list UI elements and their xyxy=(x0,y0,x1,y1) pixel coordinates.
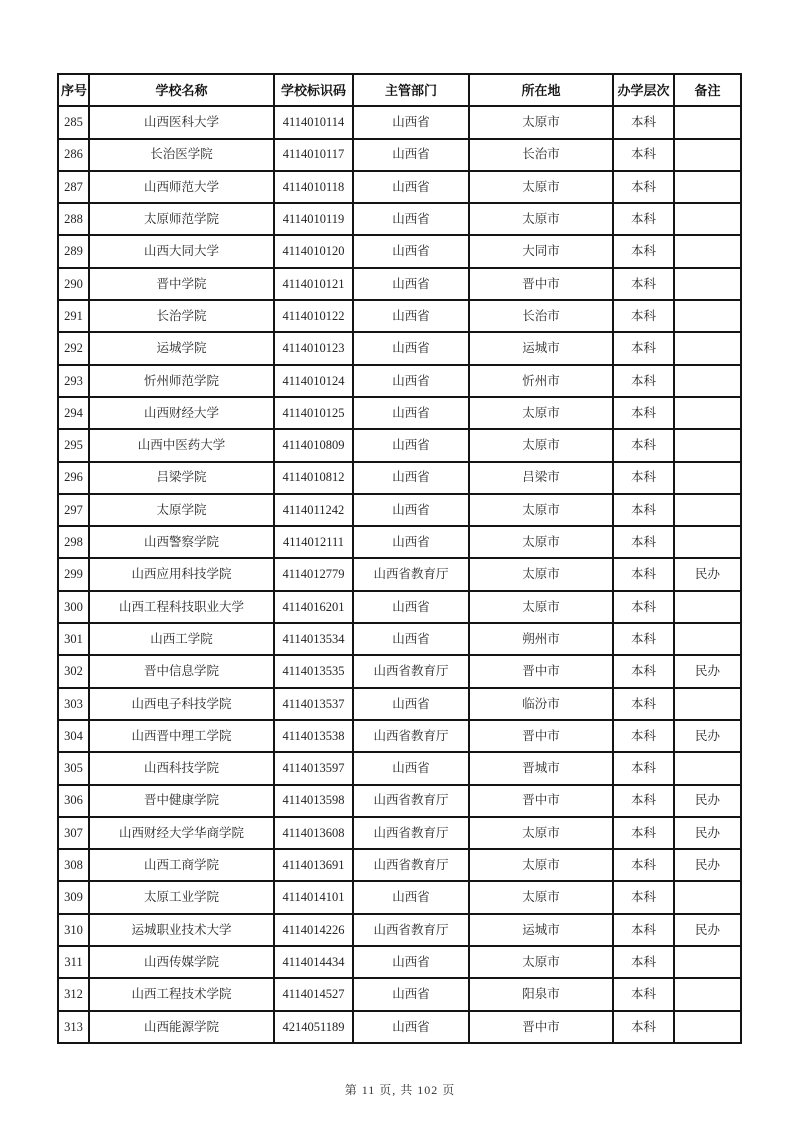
table-row xyxy=(58,462,741,494)
table-row xyxy=(58,171,741,203)
education-level-cell: 本科 xyxy=(613,139,674,171)
location-cell: 太原市 xyxy=(469,849,613,881)
location-cell: 朔州市 xyxy=(469,623,613,655)
remark-cell xyxy=(674,300,741,332)
department-cell: 山西省 xyxy=(353,688,469,720)
header-serial-number: 序号 xyxy=(58,74,89,106)
remark-cell xyxy=(674,1011,741,1043)
table-row xyxy=(58,332,741,364)
department-cell: 山西省 xyxy=(353,268,469,300)
remark-cell: 民办 xyxy=(674,558,741,590)
education-level-cell: 本科 xyxy=(613,365,674,397)
school-code-cell: 4114011242 xyxy=(274,494,353,526)
serial-number-cell: 294 xyxy=(58,397,89,429)
location-cell: 晋中市 xyxy=(469,655,613,687)
school-name-cell: 山西工程科技职业大学 xyxy=(89,591,274,623)
remark-cell xyxy=(674,623,741,655)
table-row xyxy=(58,235,741,267)
location-cell: 晋城市 xyxy=(469,752,613,784)
remark-cell xyxy=(674,688,741,720)
table-row xyxy=(58,397,741,429)
education-level-cell: 本科 xyxy=(613,655,674,687)
table-row xyxy=(58,720,741,752)
table-row xyxy=(58,817,741,849)
department-cell: 山西省 xyxy=(353,365,469,397)
school-name-cell: 吕梁学院 xyxy=(89,462,274,494)
serial-number-cell: 297 xyxy=(58,494,89,526)
remark-cell xyxy=(674,881,741,913)
header-school-code: 学校标识码 xyxy=(274,74,353,106)
location-cell: 大同市 xyxy=(469,235,613,267)
school-name-cell: 晋中学院 xyxy=(89,268,274,300)
education-level-cell: 本科 xyxy=(613,978,674,1010)
serial-number-cell: 304 xyxy=(58,720,89,752)
header-remark: 备注 xyxy=(674,74,741,106)
school-code-cell: 4114014434 xyxy=(274,946,353,978)
department-cell: 山西省教育厅 xyxy=(353,655,469,687)
school-code-cell: 4114010123 xyxy=(274,332,353,364)
location-cell: 运城市 xyxy=(469,914,613,946)
education-level-cell: 本科 xyxy=(613,591,674,623)
location-cell: 太原市 xyxy=(469,494,613,526)
table-row xyxy=(58,881,741,913)
remark-cell: 民办 xyxy=(674,655,741,687)
school-code-cell: 4114014226 xyxy=(274,914,353,946)
remark-cell xyxy=(674,171,741,203)
serial-number-cell: 302 xyxy=(58,655,89,687)
education-level-cell: 本科 xyxy=(613,462,674,494)
education-level-cell: 本科 xyxy=(613,106,674,138)
education-level-cell: 本科 xyxy=(613,526,674,558)
department-cell: 山西省 xyxy=(353,946,469,978)
school-name-cell: 山西工学院 xyxy=(89,623,274,655)
education-level-cell: 本科 xyxy=(613,429,674,461)
remark-cell: 民办 xyxy=(674,849,741,881)
table-row xyxy=(58,785,741,817)
school-name-cell: 山西医科大学 xyxy=(89,106,274,138)
serial-number-cell: 305 xyxy=(58,752,89,784)
department-cell: 山西省教育厅 xyxy=(353,817,469,849)
remark-cell: 民办 xyxy=(674,914,741,946)
education-level-cell: 本科 xyxy=(613,268,674,300)
remark-cell: 民办 xyxy=(674,785,741,817)
header-school-name: 学校名称 xyxy=(89,74,274,106)
school-name-cell: 山西工商学院 xyxy=(89,849,274,881)
education-level-cell: 本科 xyxy=(613,881,674,913)
location-cell: 忻州市 xyxy=(469,365,613,397)
education-level-cell: 本科 xyxy=(613,752,674,784)
education-level-cell: 本科 xyxy=(613,946,674,978)
location-cell: 运城市 xyxy=(469,332,613,364)
location-cell: 太原市 xyxy=(469,946,613,978)
school-name-cell: 山西应用科技学院 xyxy=(89,558,274,590)
location-cell: 吕梁市 xyxy=(469,462,613,494)
school-name-cell: 山西财经大学华商学院 xyxy=(89,817,274,849)
serial-number-cell: 312 xyxy=(58,978,89,1010)
serial-number-cell: 288 xyxy=(58,203,89,235)
department-cell: 山西省教育厅 xyxy=(353,720,469,752)
serial-number-cell: 307 xyxy=(58,817,89,849)
location-cell: 晋中市 xyxy=(469,720,613,752)
remark-cell: 民办 xyxy=(674,817,741,849)
education-level-cell: 本科 xyxy=(613,817,674,849)
school-code-cell: 4114013534 xyxy=(274,623,353,655)
school-name-cell: 山西科技学院 xyxy=(89,752,274,784)
remark-cell xyxy=(674,332,741,364)
school-code-cell: 4114013598 xyxy=(274,785,353,817)
school-code-cell: 4114012779 xyxy=(274,558,353,590)
remark-cell xyxy=(674,494,741,526)
school-code-cell: 4114014527 xyxy=(274,978,353,1010)
table-row xyxy=(58,268,741,300)
education-level-cell: 本科 xyxy=(613,171,674,203)
school-name-cell: 太原师范学院 xyxy=(89,203,274,235)
school-name-cell: 山西大同大学 xyxy=(89,235,274,267)
department-cell: 山西省 xyxy=(353,881,469,913)
table-row xyxy=(58,558,741,590)
table-row xyxy=(58,914,741,946)
school-name-cell: 山西警察学院 xyxy=(89,526,274,558)
remark-cell xyxy=(674,203,741,235)
school-code-cell: 4114013537 xyxy=(274,688,353,720)
table-row xyxy=(58,591,741,623)
education-level-cell: 本科 xyxy=(613,203,674,235)
department-cell: 山西省 xyxy=(353,106,469,138)
remark-cell xyxy=(674,365,741,397)
table-row xyxy=(58,1011,741,1043)
school-name-cell: 山西晋中理工学院 xyxy=(89,720,274,752)
school-name-cell: 运城职业技术大学 xyxy=(89,914,274,946)
school-name-cell: 山西电子科技学院 xyxy=(89,688,274,720)
table-row xyxy=(58,429,741,461)
department-cell: 山西省教育厅 xyxy=(353,849,469,881)
serial-number-cell: 309 xyxy=(58,881,89,913)
department-cell: 山西省 xyxy=(353,526,469,558)
department-cell: 山西省 xyxy=(353,139,469,171)
department-cell: 山西省 xyxy=(353,462,469,494)
department-cell: 山西省 xyxy=(353,591,469,623)
serial-number-cell: 295 xyxy=(58,429,89,461)
education-level-cell: 本科 xyxy=(613,494,674,526)
department-cell: 山西省 xyxy=(353,623,469,655)
school-code-cell: 4114010125 xyxy=(274,397,353,429)
location-cell: 太原市 xyxy=(469,106,613,138)
serial-number-cell: 291 xyxy=(58,300,89,332)
school-code-cell: 4114010122 xyxy=(274,300,353,332)
school-name-cell: 山西传媒学院 xyxy=(89,946,274,978)
serial-number-cell: 289 xyxy=(58,235,89,267)
serial-number-cell: 308 xyxy=(58,849,89,881)
table-row xyxy=(58,946,741,978)
school-name-cell: 太原学院 xyxy=(89,494,274,526)
education-level-cell: 本科 xyxy=(613,397,674,429)
school-code-cell: 4114010114 xyxy=(274,106,353,138)
school-name-cell: 忻州师范学院 xyxy=(89,365,274,397)
serial-number-cell: 290 xyxy=(58,268,89,300)
department-cell: 山西省教育厅 xyxy=(353,558,469,590)
location-cell: 晋中市 xyxy=(469,268,613,300)
location-cell: 太原市 xyxy=(469,558,613,590)
department-cell: 山西省 xyxy=(353,1011,469,1043)
education-level-cell: 本科 xyxy=(613,235,674,267)
school-name-cell: 长治医学院 xyxy=(89,139,274,171)
location-cell: 太原市 xyxy=(469,203,613,235)
table-row xyxy=(58,139,741,171)
school-name-cell: 山西能源学院 xyxy=(89,1011,274,1043)
remark-cell xyxy=(674,397,741,429)
serial-number-cell: 300 xyxy=(58,591,89,623)
remark-cell xyxy=(674,106,741,138)
serial-number-cell: 310 xyxy=(58,914,89,946)
table-row xyxy=(58,526,741,558)
education-level-cell: 本科 xyxy=(613,332,674,364)
location-cell: 长治市 xyxy=(469,139,613,171)
education-level-cell: 本科 xyxy=(613,849,674,881)
school-code-cell: 4114013535 xyxy=(274,655,353,687)
department-cell: 山西省 xyxy=(353,494,469,526)
department-cell: 山西省 xyxy=(353,978,469,1010)
table-row xyxy=(58,688,741,720)
school-code-cell: 4114010121 xyxy=(274,268,353,300)
location-cell: 太原市 xyxy=(469,881,613,913)
education-level-cell: 本科 xyxy=(613,1011,674,1043)
table-row xyxy=(58,300,741,332)
remark-cell xyxy=(674,235,741,267)
location-cell: 阳泉市 xyxy=(469,978,613,1010)
serial-number-cell: 293 xyxy=(58,365,89,397)
department-cell: 山西省教育厅 xyxy=(353,914,469,946)
table-row xyxy=(58,203,741,235)
remark-cell xyxy=(674,429,741,461)
table-row xyxy=(58,849,741,881)
school-code-cell: 4114010124 xyxy=(274,365,353,397)
serial-number-cell: 299 xyxy=(58,558,89,590)
page-number-footer: 第 11 页, 共 102 页 xyxy=(344,1083,456,1097)
school-code-cell: 4114016201 xyxy=(274,591,353,623)
school-code-cell: 4114010119 xyxy=(274,203,353,235)
department-cell: 山西省 xyxy=(353,203,469,235)
serial-number-cell: 298 xyxy=(58,526,89,558)
serial-number-cell: 286 xyxy=(58,139,89,171)
location-cell: 太原市 xyxy=(469,397,613,429)
universities-table xyxy=(57,73,742,1044)
table-row xyxy=(58,655,741,687)
department-cell: 山西省 xyxy=(353,397,469,429)
school-code-cell: 4114010809 xyxy=(274,429,353,461)
table-row xyxy=(58,365,741,397)
remark-cell: 民办 xyxy=(674,720,741,752)
department-cell: 山西省 xyxy=(353,171,469,203)
location-cell: 临汾市 xyxy=(469,688,613,720)
school-name-cell: 晋中信息学院 xyxy=(89,655,274,687)
table-row xyxy=(58,494,741,526)
serial-number-cell: 313 xyxy=(58,1011,89,1043)
table-header-row xyxy=(58,74,741,106)
education-level-cell: 本科 xyxy=(613,300,674,332)
department-cell: 山西省 xyxy=(353,235,469,267)
serial-number-cell: 285 xyxy=(58,106,89,138)
remark-cell xyxy=(674,139,741,171)
school-code-cell: 4114013538 xyxy=(274,720,353,752)
remark-cell xyxy=(674,462,741,494)
serial-number-cell: 301 xyxy=(58,623,89,655)
remark-cell xyxy=(674,268,741,300)
education-level-cell: 本科 xyxy=(613,914,674,946)
remark-cell xyxy=(674,526,741,558)
school-name-cell: 长治学院 xyxy=(89,300,274,332)
location-cell: 太原市 xyxy=(469,591,613,623)
school-name-cell: 太原工业学院 xyxy=(89,881,274,913)
school-name-cell: 山西工程技术学院 xyxy=(89,978,274,1010)
header-department: 主管部门 xyxy=(353,74,469,106)
education-level-cell: 本科 xyxy=(613,558,674,590)
remark-cell xyxy=(674,946,741,978)
location-cell: 晋中市 xyxy=(469,1011,613,1043)
school-code-cell: 4114010117 xyxy=(274,139,353,171)
location-cell: 太原市 xyxy=(469,817,613,849)
serial-number-cell: 311 xyxy=(58,946,89,978)
school-code-cell: 4114012111 xyxy=(274,526,353,558)
school-code-cell: 4114013608 xyxy=(274,817,353,849)
school-code-cell: 4114010120 xyxy=(274,235,353,267)
serial-number-cell: 306 xyxy=(58,785,89,817)
school-code-cell: 4114010118 xyxy=(274,171,353,203)
location-cell: 太原市 xyxy=(469,526,613,558)
department-cell: 山西省教育厅 xyxy=(353,785,469,817)
table-row xyxy=(58,978,741,1010)
location-cell: 长治市 xyxy=(469,300,613,332)
remark-cell xyxy=(674,978,741,1010)
location-cell: 太原市 xyxy=(469,171,613,203)
remark-cell xyxy=(674,752,741,784)
education-level-cell: 本科 xyxy=(613,623,674,655)
education-level-cell: 本科 xyxy=(613,688,674,720)
table-row xyxy=(58,752,741,784)
department-cell: 山西省 xyxy=(353,429,469,461)
location-cell: 太原市 xyxy=(469,429,613,461)
department-cell: 山西省 xyxy=(353,300,469,332)
table-row xyxy=(58,106,741,138)
table-row xyxy=(58,623,741,655)
school-name-cell: 山西中医药大学 xyxy=(89,429,274,461)
school-name-cell: 晋中健康学院 xyxy=(89,785,274,817)
header-education-level: 办学层次 xyxy=(613,74,674,106)
remark-cell xyxy=(674,591,741,623)
serial-number-cell: 296 xyxy=(58,462,89,494)
serial-number-cell: 303 xyxy=(58,688,89,720)
serial-number-cell: 287 xyxy=(58,171,89,203)
department-cell: 山西省 xyxy=(353,752,469,784)
school-code-cell: 4114013597 xyxy=(274,752,353,784)
header-location: 所在地 xyxy=(469,74,613,106)
school-code-cell: 4214051189 xyxy=(274,1011,353,1043)
school-code-cell: 4114014101 xyxy=(274,881,353,913)
school-name-cell: 运城学院 xyxy=(89,332,274,364)
school-code-cell: 4114010812 xyxy=(274,462,353,494)
serial-number-cell: 292 xyxy=(58,332,89,364)
department-cell: 山西省 xyxy=(353,332,469,364)
location-cell: 晋中市 xyxy=(469,785,613,817)
school-code-cell: 4114013691 xyxy=(274,849,353,881)
education-level-cell: 本科 xyxy=(613,785,674,817)
school-name-cell: 山西师范大学 xyxy=(89,171,274,203)
education-level-cell: 本科 xyxy=(613,720,674,752)
school-name-cell: 山西财经大学 xyxy=(89,397,274,429)
